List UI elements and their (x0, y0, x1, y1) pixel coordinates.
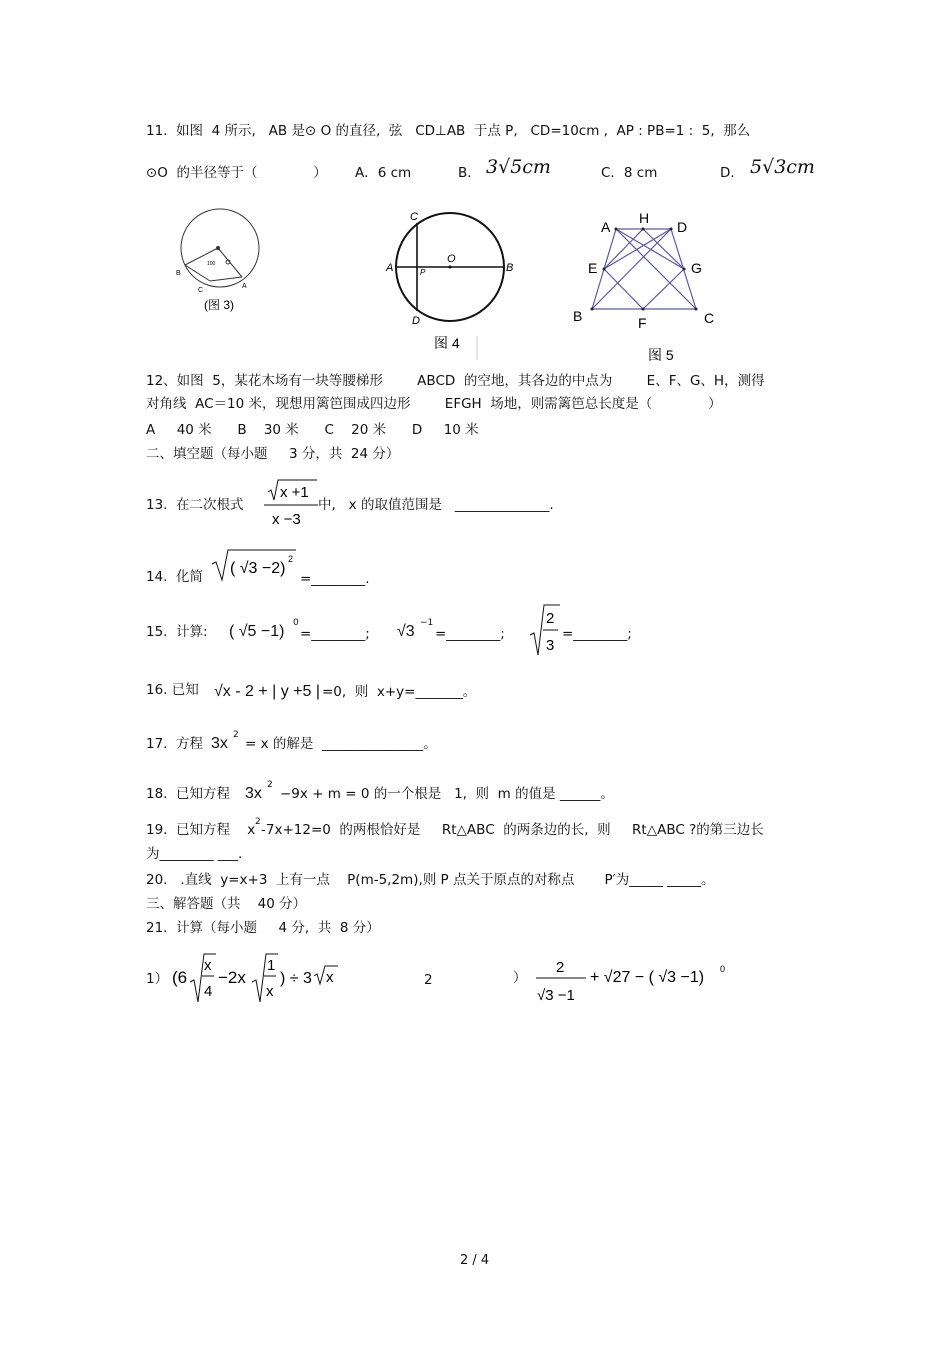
q21-part2-num: 2 (424, 972, 433, 988)
q13-prefix: 13. 在二次根式 (146, 497, 244, 513)
q21-p2-rest: + √27 − ( √3 −1) (590, 969, 705, 986)
q15-blank1: =________; (300, 626, 370, 642)
q19-line1b: -7x+12=0 的两根恰好是 Rt△ABC 的两条边的长, 则 Rt△ABC ?的第三边长 (261, 822, 764, 838)
q21-p1-x: x (204, 957, 212, 974)
q11-option-c: C．8 cm (601, 165, 658, 181)
q11-option-d-value: 5√3cm (750, 156, 815, 178)
q21-part1-expression (168, 952, 348, 1008)
q19-line1-exp: 2 (255, 817, 261, 827)
fig4-label-o: O (447, 253, 456, 265)
q11-line1: 11. 如图 4 所示, AB 是⊙ O 的直径, 弦 CD⊥AB 于点 P, CD=10cm , AP : PB=1 : 5, 那么 (146, 123, 751, 139)
q18-exp: 2 (267, 780, 273, 790)
q14-exponent: 2 (288, 554, 294, 564)
q21-p1-xd: x (266, 983, 274, 1000)
q14-suffix: =________. (300, 571, 370, 587)
svg-text:x: x (326, 969, 334, 986)
fig4-label-a: A (386, 262, 394, 274)
q17-exp: 2 (233, 730, 239, 740)
q12-line2: 对角线 AC＝10 米，现想用篱笆围成四边形 EFGH 场地，则需篱笆总长度是（ ） (146, 396, 722, 412)
q17-rest: = x 的解是 _______________。 (245, 736, 437, 752)
q13-numerator: x +1 (280, 484, 309, 501)
q16-expr: √x - 2 + | y +5 | (214, 683, 321, 700)
fig4-label-p: P (420, 268, 426, 277)
q18-expr: 3x (245, 785, 262, 802)
q12-line1: 12、如图 5，某花木场有一块等腰梯形 ABCD 的空地，其各边的中点为 E、F、G、H，测得 (146, 373, 765, 389)
fig5-label-g: G (691, 260, 702, 276)
q21-p1-tail: ) ÷ 3 (280, 970, 312, 987)
q11-option-a: A．6 cm (355, 165, 412, 181)
fig5-label-d: D (677, 219, 688, 235)
q15-blank3: =________; (562, 626, 632, 642)
q15-fraction-num: 2 (546, 610, 555, 627)
q21-p2-fden: √3 −1 (537, 987, 575, 1004)
svg-text:−2x: −2x (218, 968, 246, 987)
q13-suffix: 中, x 的取值范围是 ______________. (318, 497, 554, 513)
fig5-caption: 图 5 (648, 347, 674, 363)
fig5-label-c: C (704, 310, 715, 326)
fig4-label-d: D (412, 315, 420, 327)
q14-radicand: ( √3 −2) (230, 560, 286, 577)
fig3-angle-label: 100 (207, 261, 216, 267)
fig3-label-b: B (176, 270, 181, 277)
q11-option-d-label: D． (720, 165, 744, 181)
q11-option-b-value: 3√5cm (486, 156, 551, 178)
q15-expr1: ( √5 −1) (229, 623, 285, 640)
q15-expr2: √3 (397, 623, 415, 640)
q17-prefix: 17. 方程 (146, 736, 204, 752)
q17-expr: 3x (211, 735, 228, 752)
q15-exp1: 0 (293, 618, 299, 628)
section-3-heading: 三、解答题（共 40 分） (146, 896, 307, 912)
fig4-label-c: C (410, 211, 418, 223)
fig3-label-a: A (242, 283, 247, 290)
q15-blank2: =________; (435, 626, 505, 642)
svg-text:(6: (6 (172, 968, 188, 987)
fig4-caption: 图 4 (434, 335, 460, 351)
q19-line2: 为________ ___. (146, 846, 243, 862)
q21-part1-label: 1） (146, 971, 169, 987)
q14-radical (210, 548, 310, 584)
q14-prefix: 14. 化简 (146, 569, 204, 585)
q21-header: 21. 计算（每小题 4 分, 共 8 分） (146, 920, 380, 936)
q21-p2-exp: 0 (720, 964, 726, 974)
q16-suffix: =0, 则 x+y=_______。 (322, 684, 477, 700)
q21-p1-1: 1 (267, 957, 276, 974)
q21-p1-4: 4 (204, 983, 213, 1000)
q13-fraction (262, 480, 322, 530)
fig5-label-b: B (573, 308, 583, 324)
q20-text: 20. .直线 y=x+3 上有一点 P(m-5,2m),则 P 点关于原点的对称点 P′为_____ _____。 (146, 872, 715, 888)
figure-4 (380, 208, 540, 358)
fig5-label-h: H (639, 210, 650, 226)
q21-part2-expression (534, 954, 734, 1010)
fig3-caption: (图 3) (204, 298, 235, 312)
q19-line1a: 19. 已知方程 x (146, 822, 256, 838)
q18-rest: −9x + m = 0 的一个根是 1, 则 m 的值是 ______。 (280, 786, 614, 802)
fig3-label-c: C (198, 287, 204, 294)
fig5-label-f: F (638, 315, 647, 331)
q21-p2-fnum: 2 (556, 959, 565, 976)
figure-3 (170, 208, 290, 318)
fig5-label-e: E (588, 260, 598, 276)
q13-denominator: x −3 (272, 511, 301, 528)
q18-prefix: 18. 已知方程 (146, 786, 231, 802)
figure-5 (565, 205, 725, 365)
q16-prefix: 16. 已知 (146, 682, 199, 698)
q12-options: A 40 米 B 30 米 C 20 米 D 10 米 (146, 422, 479, 438)
q15-fraction-den: 3 (546, 637, 555, 654)
q15-exp2: −1 (420, 618, 434, 628)
section-2-heading: 二、填空题（每小题 3 分，共 24 分） (146, 446, 400, 462)
q15-prefix: 15. 计算: (146, 624, 208, 640)
q11-line2: ⊙O 的半径等于（ ） (146, 165, 327, 181)
q11-option-b-label: B． (458, 165, 481, 181)
page-number: 2 / 4 (460, 1253, 490, 1268)
fig5-label-a: A (601, 219, 611, 235)
fig4-label-b: B (506, 262, 514, 274)
q21-part2-paren: ） (513, 970, 527, 986)
